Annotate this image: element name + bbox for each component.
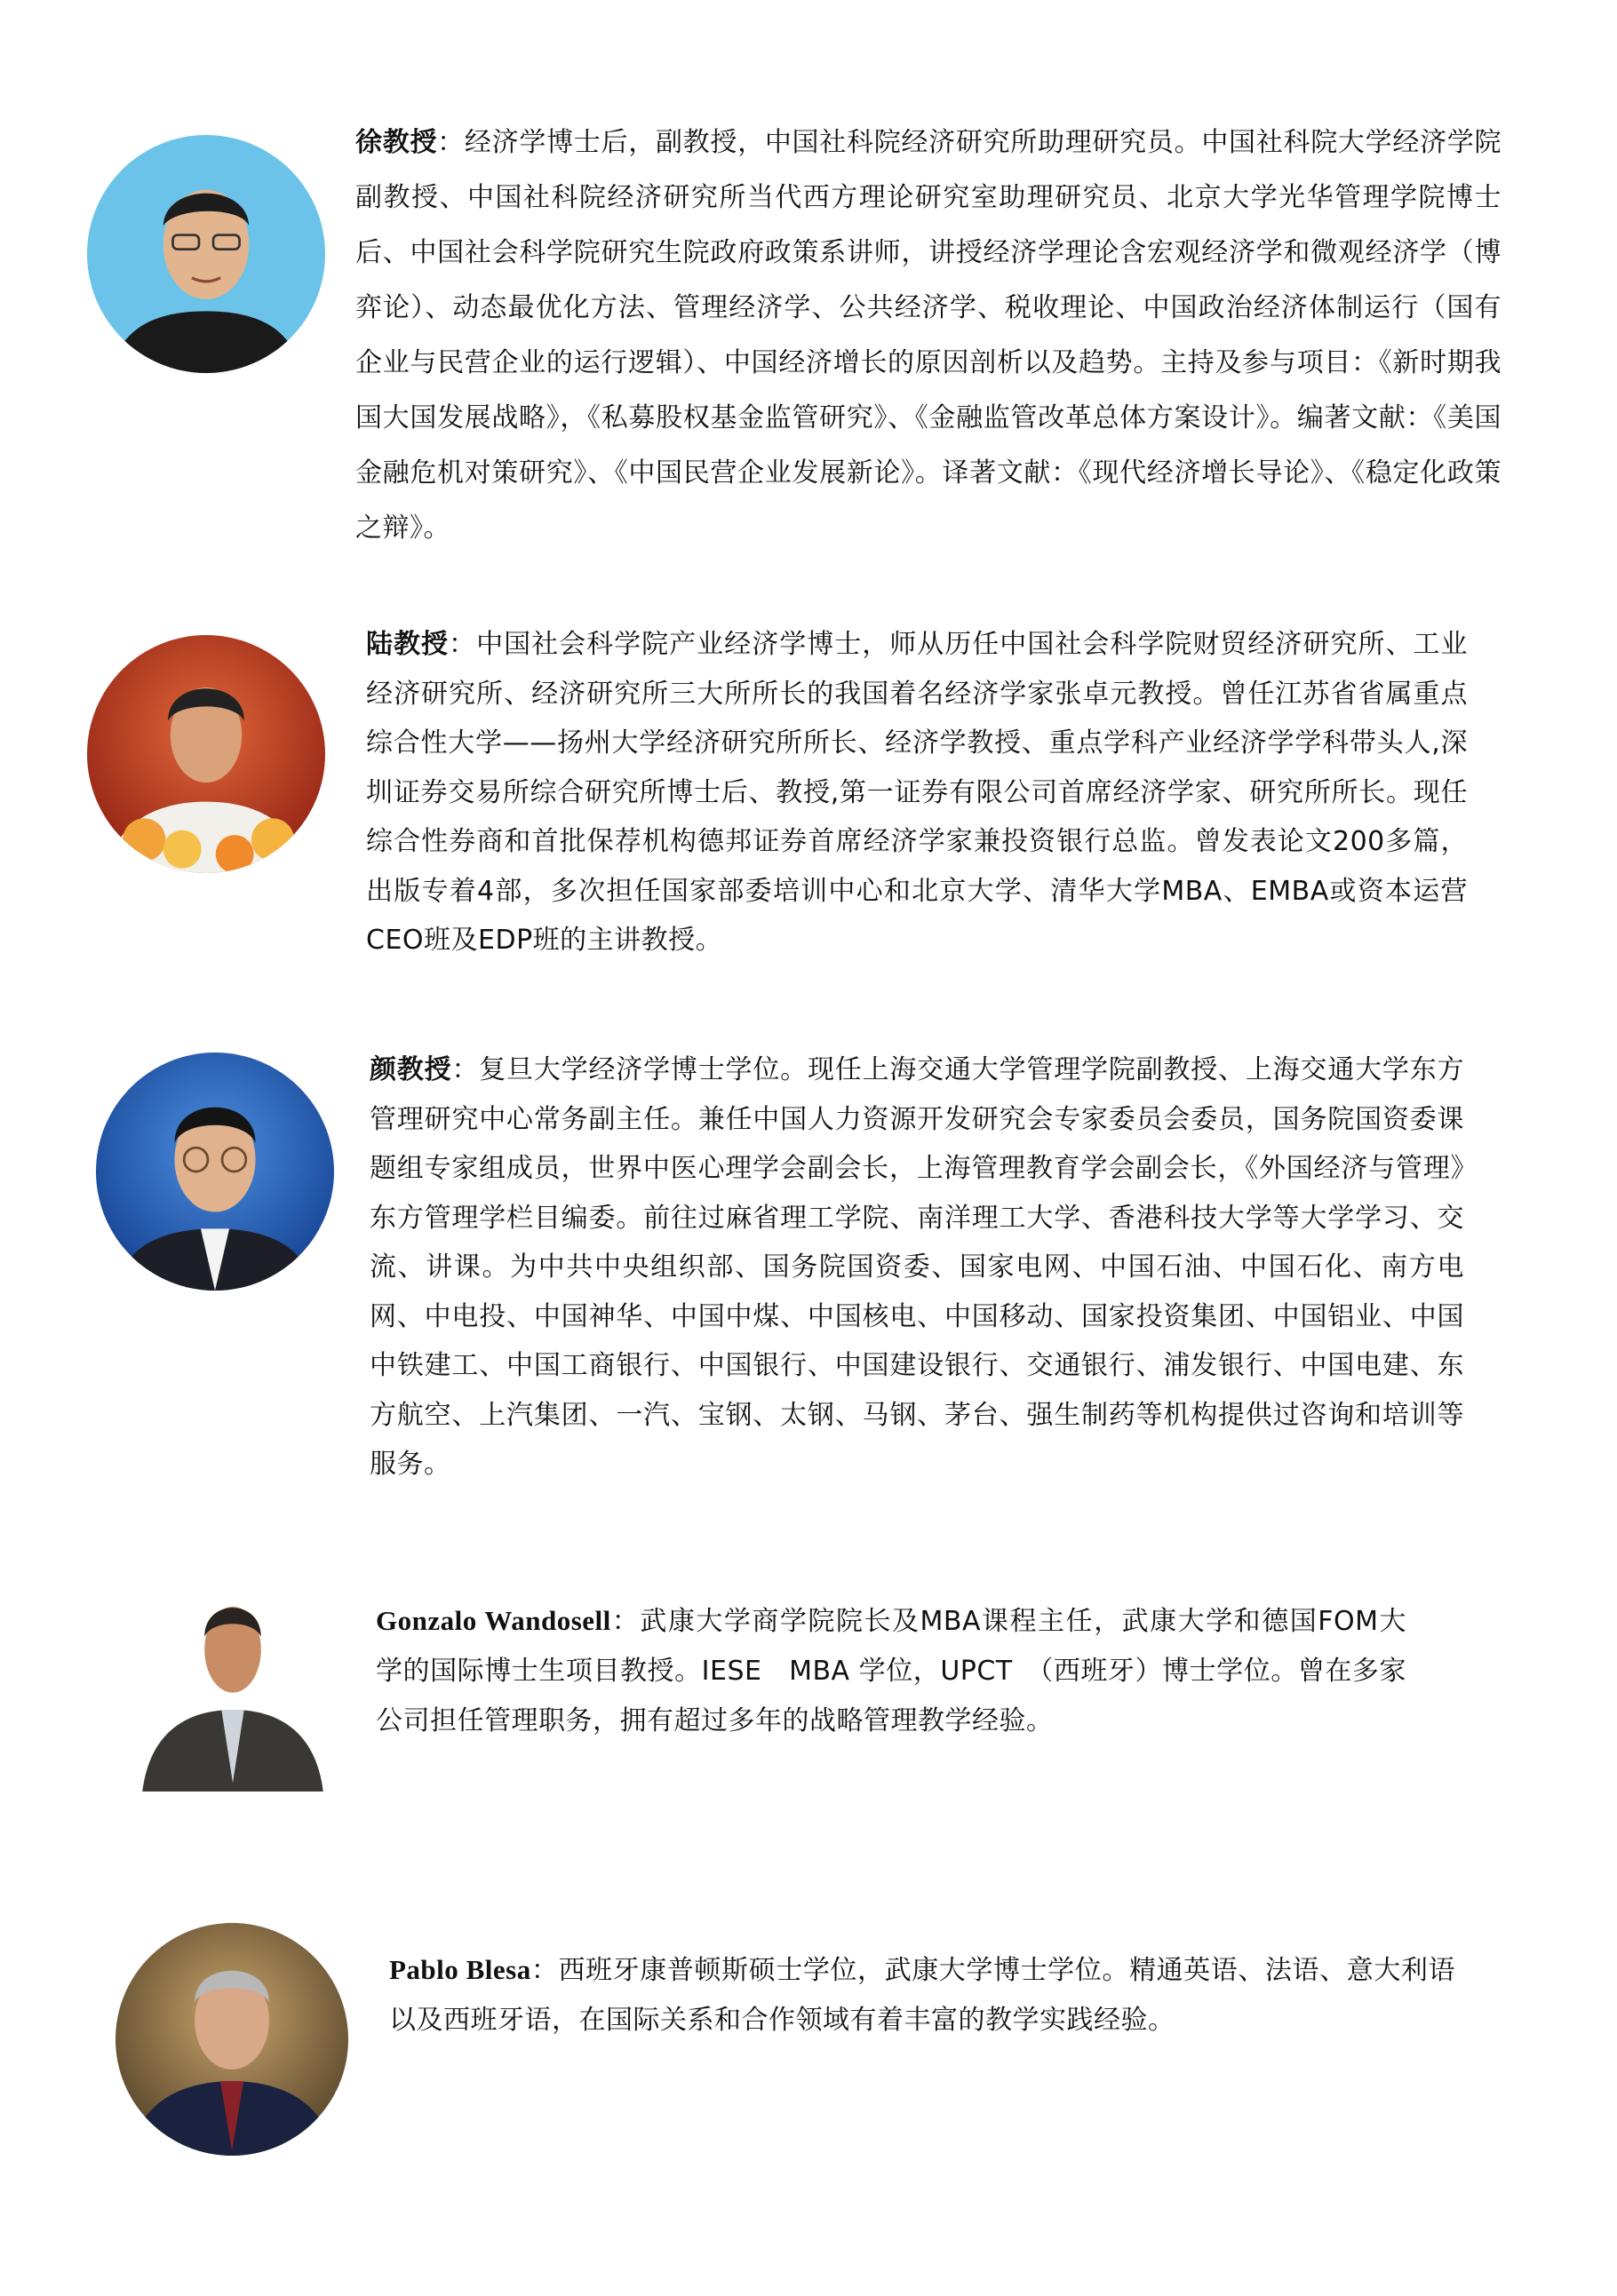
profile-description: 复旦大学经济学博士学位。现任上海交通大学管理学院副教授、上海交通大学东方管理研究中心常务副主任。兼任中国人力资源开发研究会专家委员会委员，国务院国资委课题组专家组成员，世界中医心理学会副会长，上海管理教育学会副会长，《外国经济与管理》东方管理学栏目编委。前往过麻省理工学院、南洋理工大学、香港科技大学等大学学习、交流、讲课。为中共中央组织部、国务院国资委、国家电网、中国石油、中国石化、南方电网、中电投、中国神华、中国中煤、中国核电、中国移动、国家投资集团、中国铝业、中国中铁建工、中国工商银行、中国银行、中国建设银行、交通银行、浦发银行、中国电建、东方航空、上汽集团、一汽、宝钢、太钢、马钢、茅台、强生制药等机构提供过咨询和培训等服务。 [370,1054,1465,1480]
profile-description: 中国社会科学院产业经济学博士，师从历任中国社会科学院财贸经济研究所、工业经济研究所、经济研究所三大所所长的我国着名经济学家张卓元教授。曾任江苏省省属重点综合性大学——扬州大学经济研究所所长、经济学教授、重点学科产业经济学学科带头人,深圳证券交易所综合研究所博士后、教授,第一证券有限公司首席经济学家、研究所所长。现任综合性券商和首批保荐机构德邦证券首席经济学家兼投资银行总监。曾发表论文200多篇， 出版专着4部，多次担任国家部委培训中心和北京大学、清华大学MBA、EMBA或资本运营CEO班及EDP班的主讲教授。 [366,629,1469,956]
name-separator: ： [437,127,465,158]
name-separator: ： [449,629,477,660]
profile-description: 经济学博士后，副教授，中国社科院经济研究所助理研究员。中国社科院大学经济学院副教授、中国社科院经济研究所当代西方理论研究室助理研究员、北京大学光华管理学院博士后、中国社会科学院研究生院政府政策系讲师，讲授经济学理论含宏观经济学和微观经济学（博弈论）、动态最优化方法、管理经济学、公共经济学、税收理论、中国政治经济体制运行（国有企业与民营企业的运行逻辑）、中国经济增长的原因剖析以及趋势。主持及参与项目：《新时期我国大国发展战略》，《私募股权基金监管研究》、《金融监管改革总体方案设计》。编著文献：《美国金融危机对策研究》、《中国民营企业发展新论》。译著文献：《现代经济增长导论》、《稳定化政策之辩》。 [355,127,1502,544]
profile-description: 西班牙康普顿斯硕士学位，武康大学博士学位。精通英语、法语、意大利语以及西班牙语，在国际关系和合作领域有着丰富的教学实践经验。 [389,1955,1456,2036]
profile-name: Gonzalo Wandosell [376,1605,611,1636]
profile-bio [389,1945,1455,2046]
name-separator: ： [451,1054,480,1085]
profile-name: Pablo Blesa [389,1954,531,1985]
profile-name: 徐教授 [355,127,438,158]
profile-bio [370,1045,1464,1490]
portrait-photo [87,135,325,373]
profile-name: 颜教授 [370,1054,452,1085]
profile-description: 武康大学商学院院长及MBA课程主任，武康大学和德国FOM大学的国际博士生项目教授。IESE MBA 学位，UPCT （西班牙）博士学位。曾在多家公司担任管理职务，拥有超过多年的战略管理教学经验。 [376,1606,1406,1736]
portrait-photo [96,1053,334,1291]
portrait-photo [139,1577,327,1792]
profile-bio [355,115,1502,556]
name-separator: ： [530,1955,559,1986]
profile-name: 陆教授 [366,629,450,660]
portrait-photo [87,635,325,873]
portrait-photo [116,1923,348,2156]
name-separator: ： [610,1606,641,1637]
profile-bio [376,1596,1406,1746]
profile-bio [366,620,1468,965]
